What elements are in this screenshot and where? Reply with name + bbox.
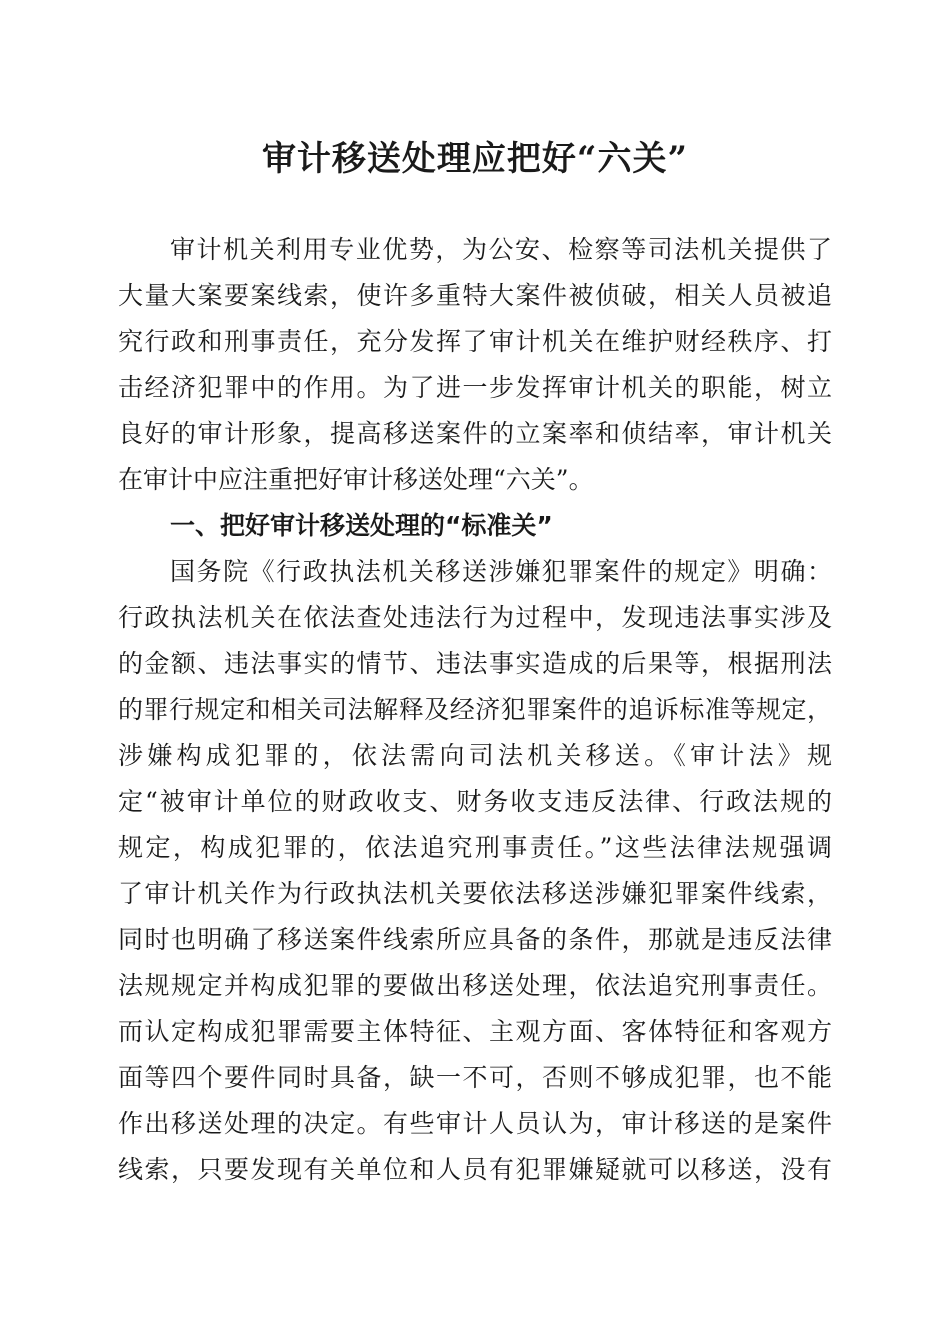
document-title: 审计移送处理应把好“六关” [261, 139, 689, 179]
section-1-line: 线索，只要发现有关单位和人员有犯罪嫌疑就可以移送，没有 [118, 1155, 832, 1184]
section-1-line: 国务院《行政执法机关移送涉嫌犯罪案件的规定》明确： [170, 557, 832, 586]
paragraph-1-line: 击经济犯罪中的作用。为了进一步发挥审计机关的职能，树立 [118, 373, 832, 402]
section-1-line: 行政执法机关在依法查处违法行为过程中，发现违法事实涉及 [118, 603, 832, 632]
paragraph-1-line: 良好的审计形象，提高移送案件的立案率和侦结率，审计机关 [118, 419, 832, 448]
section-1-line: 的罪行规定和相关司法解释及经济犯罪案件的追诉标准等规定， [118, 695, 832, 724]
section-1-line: 面等四个要件同时具备，缺一不可，否则不够成犯罪，也不能 [118, 1063, 832, 1092]
section-1-line: 法规规定并构成犯罪的要做出移送处理，依法追究刑事责任。 [118, 971, 832, 1000]
section-1-line: 定“被审计单位的财政收支、财务收支违反法律、行政法规的 [118, 787, 832, 816]
paragraph-1-line: 大量大案要案线索，使许多重特大案件被侦破，相关人员被追 [118, 281, 832, 310]
section-1-line: 涉嫌构成犯罪的，依法需向司法机关移送。《审计法》规 [118, 741, 832, 770]
paragraph-1-line: 在审计中应注重把好审计移送处理“六关”。 [118, 465, 594, 494]
section-1-line: 规定，构成犯罪的，依法追究刑事责任。”这些法律法规强调 [118, 833, 832, 862]
section-1-line: 同时也明确了移送案件线索所应具备的条件，那就是违反法律 [118, 925, 832, 954]
section-1-line: 作出移送处理的决定。有些审计人员认为，审计移送的是案件 [118, 1109, 832, 1138]
paragraph-1-line: 审计机关利用专业优势，为公安、检察等司法机关提供了 [170, 235, 832, 264]
section-1-line: 的金额、违法事实的情节、违法事实造成的后果等，根据刑法 [118, 649, 832, 678]
section-1-line: 而认定构成犯罪需要主体特征、主观方面、客体特征和客观方 [118, 1017, 832, 1046]
section-1-heading: 一、把好审计移送处理的“标准关” [170, 511, 553, 540]
paragraph-1-line: 究行政和刑事责任，充分发挥了审计机关在维护财经秩序、打 [118, 327, 832, 356]
section-1-line: 了审计机关作为行政执法机关要依法移送涉嫌犯罪案件线索， [118, 879, 832, 908]
